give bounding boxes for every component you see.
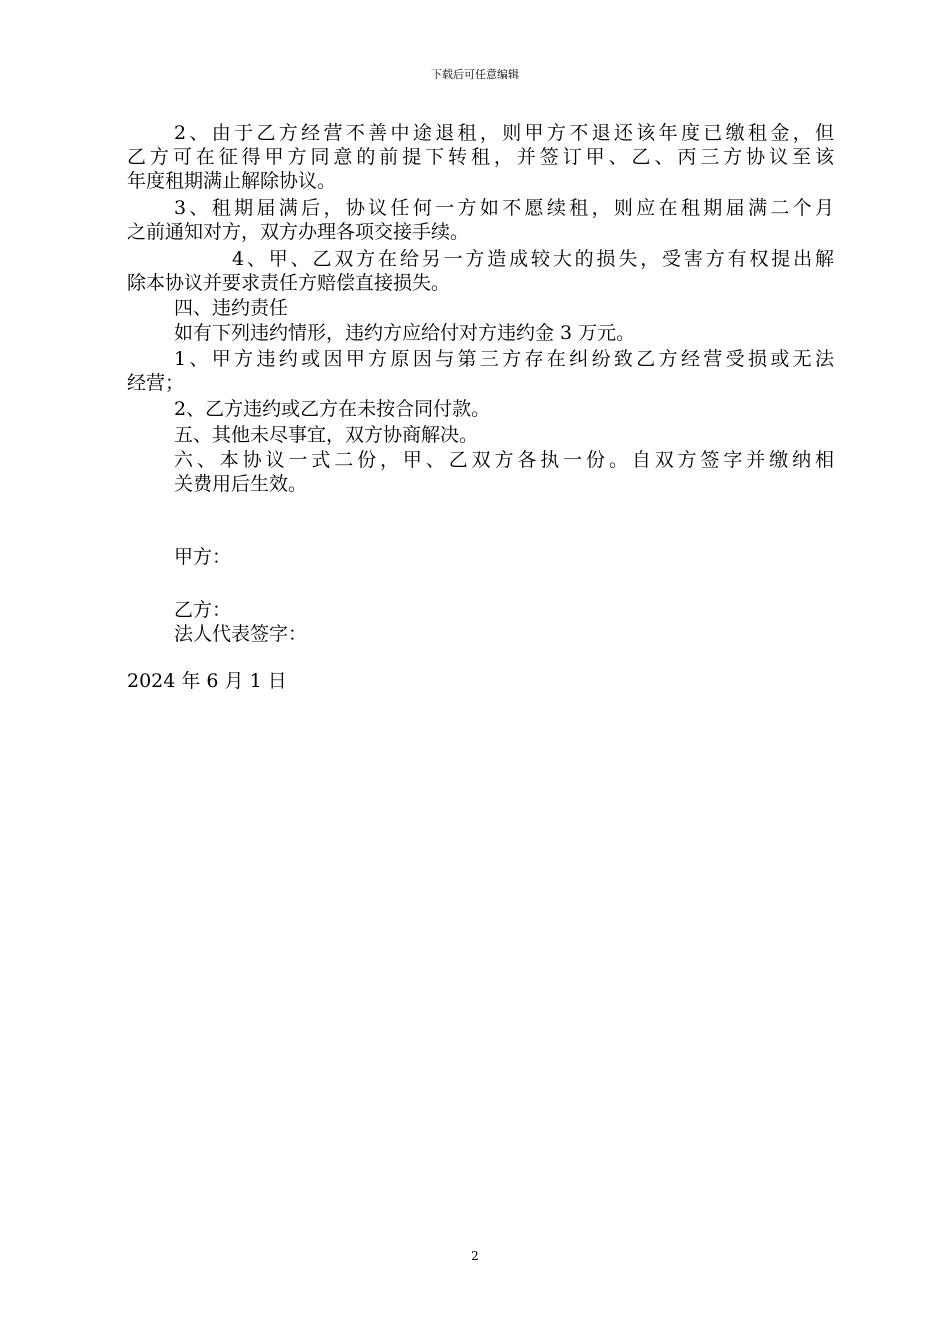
penalty-item-2: 2、乙方违约或乙方在未按合同付款。 xyxy=(174,398,491,420)
header-note: 下载后可任意编辑 xyxy=(431,68,519,81)
clause-3-line-1: 3、租期届满后，协议任何一方如不愿续租，则应在租期届满二个月 xyxy=(174,197,834,219)
clause-4-line-1: 4、甲、乙双方在给另一方造成较大的损失，受害方有权提出解 xyxy=(232,248,834,270)
party-a-label: 甲方： xyxy=(174,546,232,568)
clause-2-line-3: 年度租期满止解除协议。 xyxy=(127,170,337,192)
signing-date: 2024 年 6 月 1 日 xyxy=(127,670,287,692)
penalty-item-1-line-1: 1、甲方违约或因甲方原因与第三方存在纠纷致乙方经营受损或无法 xyxy=(174,348,834,370)
clause-2-line-2: 乙方可在征得甲方同意的前提下转租，并签订甲、乙、丙三方协议至该 xyxy=(127,146,834,168)
clause-3-line-2: 之前通知对方，双方办理各项交接手续。 xyxy=(127,221,470,243)
clause-2-line-1: 2、由于乙方经营不善中途退租，则甲方不退还该年度已缴租金，但 xyxy=(174,122,834,144)
section-4-title: 四、违约责任 xyxy=(174,297,289,319)
section-6-line-1: 六、本协议一式二份，甲、乙双方各执一份。自双方签字并缴纳相 xyxy=(174,449,834,471)
section-6-line-2: 关费用后生效。 xyxy=(174,473,308,495)
page-number: 2 xyxy=(471,1249,479,1263)
party-b-label: 乙方： xyxy=(174,599,232,621)
section-5: 五、其他未尽事宜，双方协商解决。 xyxy=(174,424,479,446)
penalty-item-1-line-2: 经营； xyxy=(127,372,185,394)
penalty-intro: 如有下列违约情形，违约方应给付对方违约金 3 万元。 xyxy=(174,322,636,344)
clause-4-line-2: 除本协议并要求责任方赔偿直接损失。 xyxy=(127,272,451,294)
legal-rep-signature-label: 法人代表签字： xyxy=(174,623,308,645)
